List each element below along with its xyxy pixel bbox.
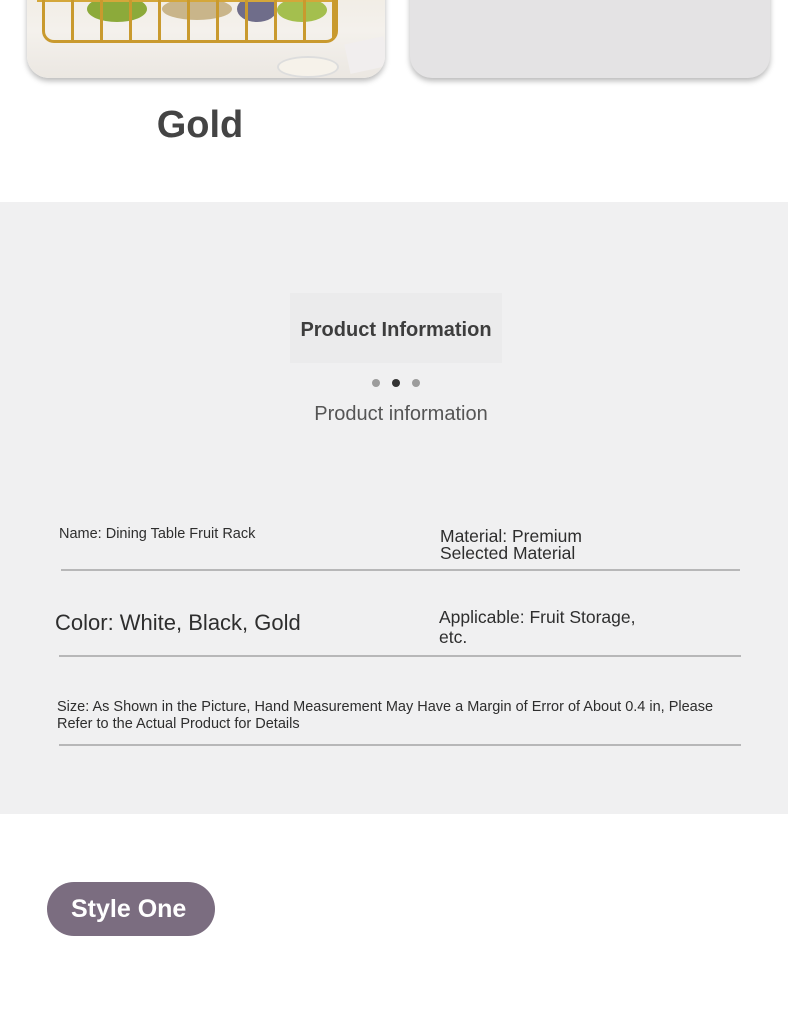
product-size-field: Size: As Shown in the Picture, Hand Measurement May Have a Margin of Error of About 0.4 in, Please Refer to the Actual Product for Details [57,699,714,732]
coffee-cup [277,56,339,78]
product-info-subtitle: Product information [314,403,488,425]
paper-decoration [344,36,385,74]
product-applicable-field: Applicable: Fruit Storage, etc. [439,607,636,647]
product-color-field: Color: White, Black, Gold [55,610,301,635]
gold-wire-basket [42,0,338,43]
gold-color-label: Gold [156,104,244,146]
carousel-dot-active[interactable] [392,379,400,387]
gold-product-image[interactable] [27,0,385,78]
product-info-title: Product Information [290,293,502,363]
grey-product-image[interactable] [410,0,770,78]
product-material-field: Material: Premium Selected Material [440,526,582,563]
style-one-label: Style One [47,882,215,936]
carousel-dot[interactable] [412,379,420,387]
carousel-indicator [370,379,422,388]
divider [59,744,741,746]
carousel-dot[interactable] [372,379,380,387]
product-name-field: Name: Dining Table Fruit Rack [59,526,256,542]
divider [61,569,740,571]
divider [59,655,741,657]
